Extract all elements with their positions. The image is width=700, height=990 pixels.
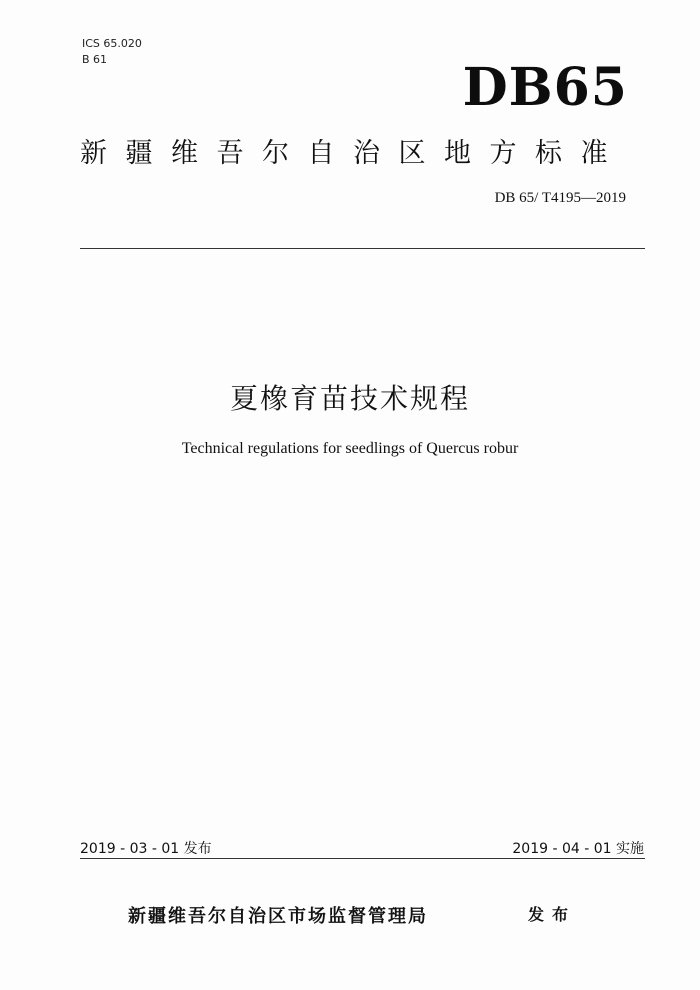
header-divider xyxy=(80,248,645,249)
classification-codes xyxy=(82,36,142,68)
issue-date: 2019 - 03 - 01 发布 xyxy=(80,841,212,857)
document-title-english: Technical regulations for seedlings of Quercus robur xyxy=(181,440,519,457)
issued-label: 发布 xyxy=(528,905,577,924)
implementation-date: 2019 - 04 - 01 实施 xyxy=(512,841,644,857)
standard-code-logo: DB65 xyxy=(462,57,628,118)
issuing-authority: 新疆维吾尔自治区市场监督管理局 xyxy=(128,906,428,927)
standard-category-name: 新疆维吾尔自治区地方标准 xyxy=(80,138,626,169)
ics-code: ICS 65.020 xyxy=(82,37,142,50)
ccs-code: B 61 xyxy=(82,53,108,66)
standard-number: DB 65/ T4195—2019 xyxy=(494,190,626,206)
document-title-chinese: 夏橡育苗技术规程 xyxy=(229,382,470,415)
footer-divider xyxy=(80,858,645,859)
